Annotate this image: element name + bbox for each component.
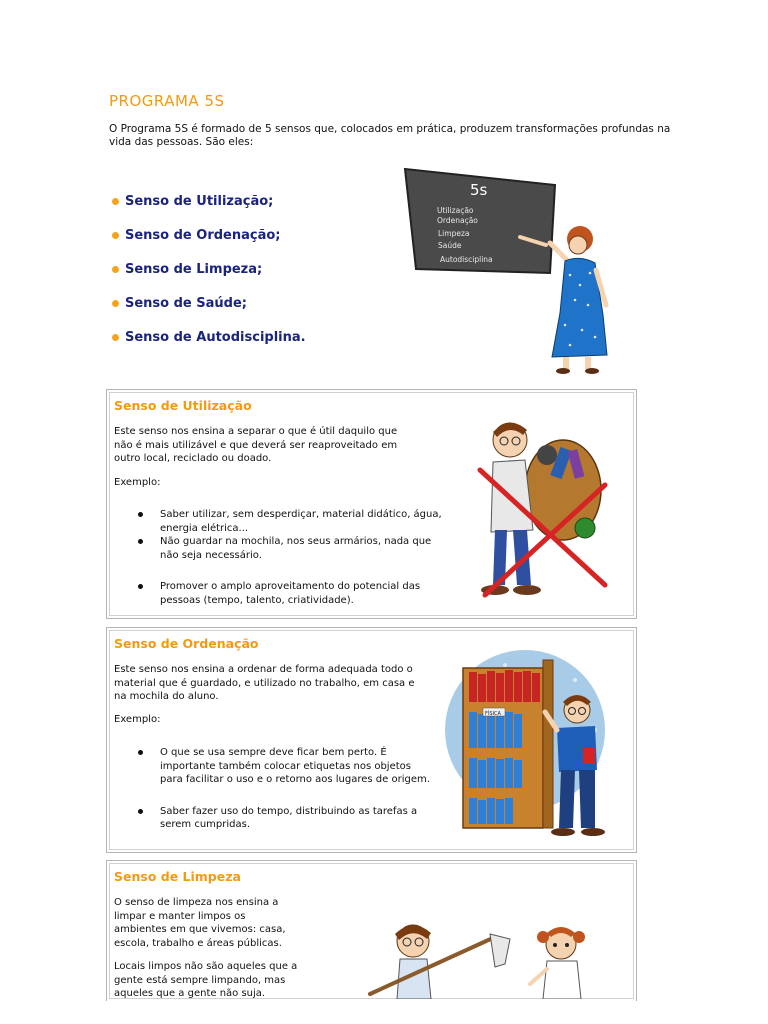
board-item: Ordenação [437,216,478,225]
list-item: Não guardar na mochila, nos seus armários, nada que não seja necessário. [114,535,444,562]
list-item [112,296,306,330]
section-description: Este senso nos ensina a ordenar de forma adequada todo o material que é guardado, e utilizado no trabalho, em casa e na mochila do aluno. [114,664,415,702]
example-list [114,508,444,607]
list-item: Saber fazer uso do tempo, distribuindo as tarefas a serem cumpridas. [114,805,434,832]
teacher-blackboard-illustration [400,165,615,380]
list-item: Saber utilizar, sem desperdiçar, material didático, água, energia elétrica... [114,508,444,535]
boy-overloaded-backpack-illustration [465,410,615,610]
section-title: Senso de Ordenação [114,636,259,651]
section-description: Este senso nos ensina a separar o que é útil daquilo que não é mais utilizável e que deverá ser reaproveitado em outro local, reciclado ou doado. [114,426,398,464]
section-utilizacao [106,389,637,619]
list-item [112,194,306,228]
board-item: Autodisciplina [440,255,493,264]
list-item: O que se usa sempre deve ficar bem perto. É importante também colocar etiquetas nos objetos para facilitar o uso e o retorno aos lugares de origem. [114,746,434,787]
sense-label: Senso de Ordenação; [125,228,281,243]
bullet-icon [112,232,119,239]
section-paragraph: O senso de limpeza nos ensina a limpar e manter limpos os ambientes em que vivemos: casa, escola, trabalho e áreas públicas. [114,897,286,949]
board-item: Saúde [438,241,462,250]
bullet-icon [112,266,119,273]
page-title: PROGRAMA 5S [109,92,225,110]
list-item [112,330,306,364]
section-title: Senso de Utilização [114,398,252,413]
board-item: Limpeza [438,229,470,238]
senses-list [112,194,306,364]
list-item [112,262,306,296]
section-ordenacao [106,627,637,853]
shelf-label: FÍSICA [485,711,501,717]
example-label: Exemplo: [114,714,161,725]
example-list [114,746,434,832]
board-heading: 5s [470,181,488,199]
section-limpeza [106,860,637,1001]
section-title: Senso de Limpeza [114,869,241,884]
board-item: Utilização [437,206,474,215]
boy-organizing-bookshelf-illustration [445,640,607,845]
example-label: Exemplo: [114,477,161,488]
bullet-icon [112,334,119,341]
kids-cleaning-illustration [365,919,605,999]
intro-paragraph: O Programa 5S é formado de 5 sensos que, colocados em prática, produzem transformações profundas na vida das pessoas. São eles: [109,123,671,148]
sense-label: Senso de Limpeza; [125,262,263,277]
sense-label: Senso de Saúde; [125,296,247,311]
list-item [112,228,306,262]
list-item: Promover o amplo aproveitamento do potencial das pessoas (tempo, talento, criatividade). [114,580,444,607]
bullet-icon [112,300,119,307]
bullet-icon [112,198,119,205]
sense-label: Senso de Autodisciplina. [125,330,306,345]
section-paragraph: Locais limpos não são aqueles que a gente está sempre limpando, mas aqueles que a gente não suja. [114,961,298,999]
sense-label: Senso de Utilização; [125,194,274,209]
